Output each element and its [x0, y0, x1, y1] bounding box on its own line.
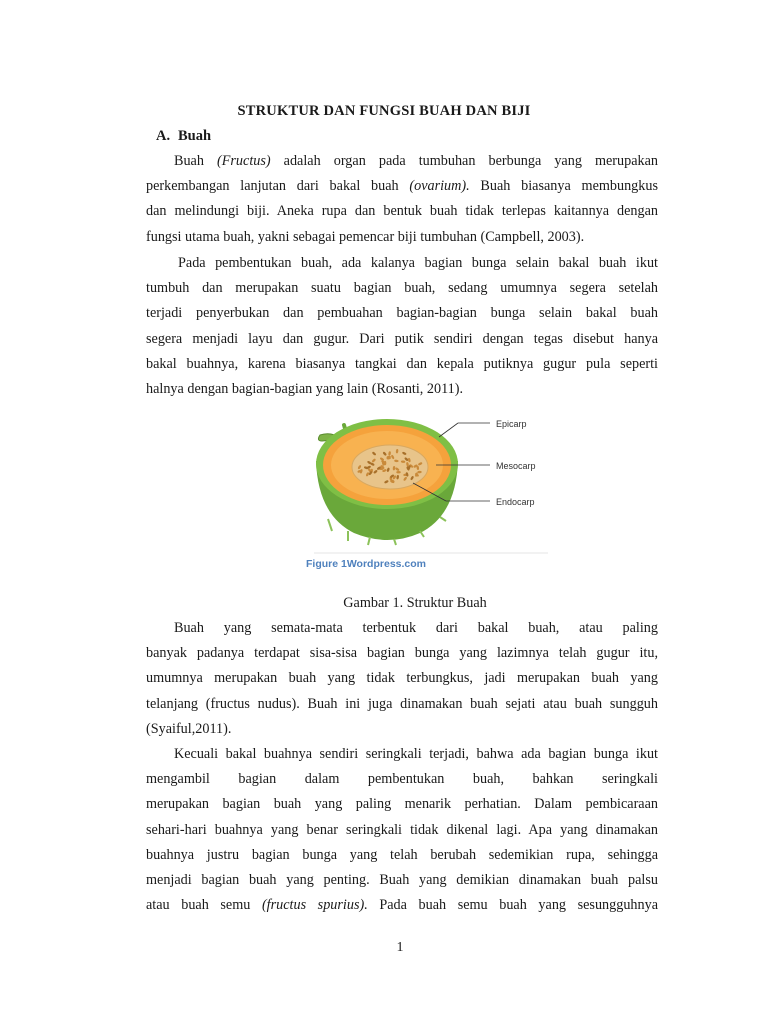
- paragraph-line: fungsi utama buah, yakni sebagai pemencar biji tumbuhan (Campbell, 2003).: [146, 228, 585, 245]
- paragraph-line: Kecuali bakal buahnya sendiri seringkali terjadi, bahwa ada bagian bunga ikut: [174, 746, 658, 762]
- section-number: A.: [156, 128, 171, 144]
- paragraph-line: sehari-hari buahnya yang benar seringkali tidak dikenal lagi. Apa yang dinamakan: [146, 821, 658, 838]
- paragraph-line: dan melindungi biji. Aneka rupa dan bentuk buah tidak terlepas kaitannya dengan: [146, 203, 658, 220]
- gambar-caption: Gambar 1. Struktur Buah: [343, 595, 487, 611]
- paragraph-line: telanjang (fructus nudus). Buah ini juga dinamakan buah sejati atau buah sungguh: [146, 695, 658, 712]
- section-label: Buah: [178, 128, 212, 144]
- paragraph-2: [146, 251, 658, 402]
- figure-caption: Figure 1Wordpress.com: [306, 558, 427, 570]
- paragraph-line: atau buah semu (fructus spurius). Pada buah semu buah yang sesungguhnya: [146, 897, 658, 914]
- page-number: 1: [396, 940, 404, 955]
- seed: [396, 471, 400, 473]
- paragraph-line: menjadi bagian buah yang penting. Buah yang demikian dinamakan buah palsu: [146, 871, 658, 888]
- paragraph-line: Buah yang semata-mata terbentuk dari bakal buah, atau paling: [174, 620, 658, 636]
- paragraph-line: Buah (Fructus) adalah organ pada tumbuhan berbunga yang merupakan: [174, 153, 659, 169]
- paragraph-line: buahnya justru bagian bunga yang telah berubah sedemikian rupa, sehingga: [146, 846, 658, 863]
- paragraph-line: banyak padanya terdapat sisa-sisa bagian bunga yang lazimnya telah gugur itu,: [146, 645, 658, 662]
- paragraph-line: bakal buahnya, karena biasanya tangkai dan kepala putiknya gugur pula seperti: [146, 355, 658, 372]
- paragraph-4: [146, 742, 658, 918]
- mesocarp-label: Mesocarp: [496, 461, 536, 471]
- paragraph-line: segera menjadi layu dan gugur. Dari putik sendiri dengan tegas disebut hanya: [146, 330, 658, 347]
- section-heading: [156, 128, 211, 145]
- document-title: STRUKTUR DAN FUNGSI BUAH DAN BIJI: [237, 103, 531, 119]
- paragraph-line: Pada pembentukan buah, ada kalanya bagian bunga selain bakal buah ikut: [178, 255, 658, 271]
- melon-diagram: [308, 407, 550, 555]
- paragraph-line: mengambil bagian dalam pembentukan buah, bahkan seringkali: [146, 771, 658, 788]
- paragraph-line: umumnya merupakan buah yang tidak terbungkus, jadi merupakan buah yang: [146, 670, 658, 687]
- fruit-structure-figure: [308, 407, 550, 555]
- paragraph-line: perkembangan lanjutan dari bakal buah (ovarium). Buah biasanya membungkus: [146, 178, 658, 195]
- paragraph-line: terjadi penyerbukan dan pembuahan bagian-bagian bunga selain bakal buah: [146, 305, 658, 322]
- paragraph-1: [146, 149, 658, 250]
- endocarp-label: Endocarp: [496, 497, 535, 507]
- paragraph-3: [146, 616, 658, 742]
- paragraph-line: (Syaiful,2011).: [146, 720, 232, 737]
- paragraph-line: tumbuh dan merupakan suatu bagian buah, sedang umumnya segera setelah: [146, 280, 658, 297]
- epicarp-label: Epicarp: [496, 419, 527, 429]
- paragraph-line: merupakan bagian buah yang paling menarik perhatian. Dalam pembicaraan: [146, 796, 658, 813]
- paragraph-line: halnya dengan bagian-bagian yang lain (Rosanti, 2011).: [146, 380, 464, 397]
